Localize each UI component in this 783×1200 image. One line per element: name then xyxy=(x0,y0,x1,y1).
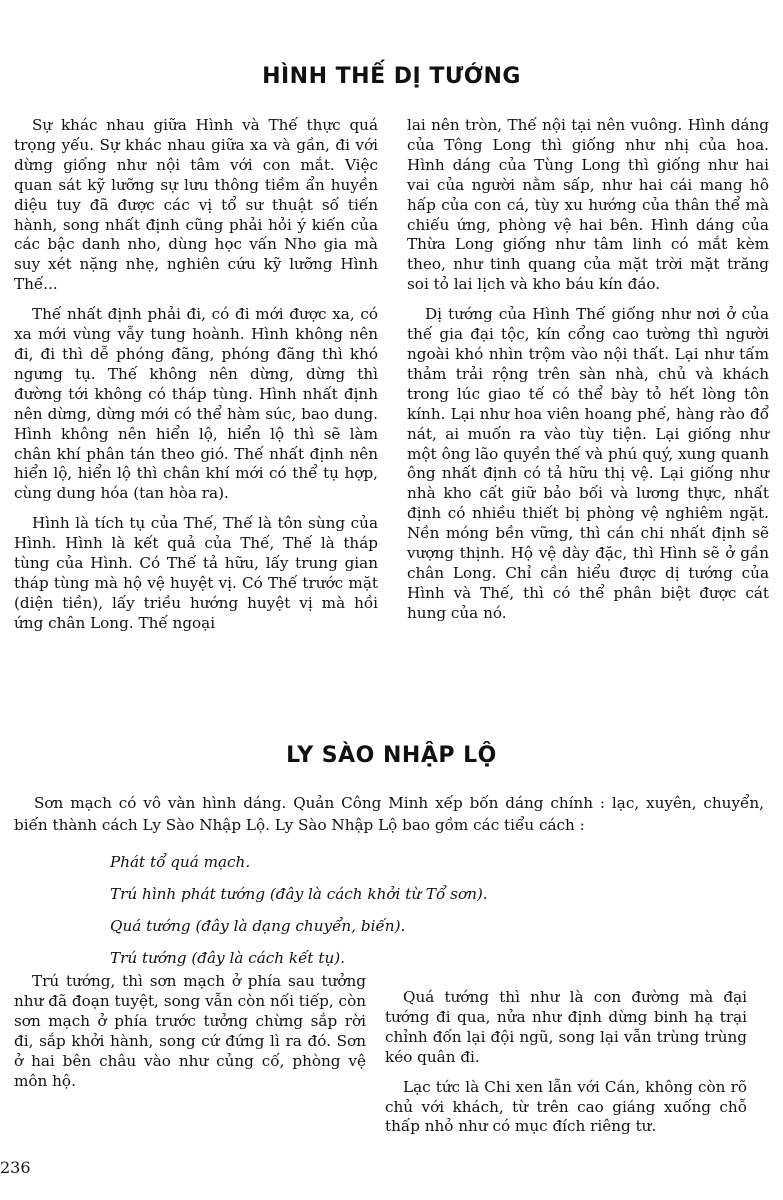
paragraph-continuation: lai nên tròn, Thế nội tại nên vuông. Hình dáng của Tông Long thì giống như nhị của hoa. Hình dáng của Tùng Long thì giống như hai vai của người nằm sấp, như hai cái mang hô hấp của con cá, tùy xu hướng của thân thể mà chiếu ứng, phòng vệ hai bên. Hình dáng của Thừa Long giống như tâm linh có mắt kèm theo, như tinh quang của mặt trời mặt trăng soi tỏ lai lịch và kho báu kín đáo. xyxy=(407,116,769,294)
paragraph: Trú tướng, thì sơn mạch ở phía sau tưởng như đã đoạn tuyệt, song vẫn còn nối tiếp, còn sơn mạch ở phía trước tưởng chừng sắp rời đi, sắp khởi hành, song cứ đứng lì ra đó. Sơn ở hai bên châu vào như củng cố, phòng vệ môn hộ. xyxy=(14,972,366,1090)
sub-case-item: Trú tướng (đây là cách kết tụ). xyxy=(110,949,345,967)
section2-left-column xyxy=(14,972,366,1101)
paragraph: Sự khác nhau giữa Hình và Thế thực quá trọng yếu. Sự khác nhau giữa xa và gần, đi với dừng giống như nội tâm với con mắt. Việc quan sát kỹ lưỡng sự lưu thông tiềm ẩn huyền diệu tuy đã được các vị tổ sư thuật số tiến hành, song nhất định cũng phải hỏi ý kiến của các bậc danh nho, dùng học vấn Nho gia mà suy xét nặng nhẹ, nghiên cứu kỹ lưỡng Hình Thế... xyxy=(14,116,378,294)
paragraph: Hình là tích tụ của Thế, Thế là tôn sùng của Hình. Hình là kết quả của Thế, Thế là tháp tùng của Hình. Có Thế tả hữu, lấy trung gian tháp tùng mà hộ vệ huyệt vị. Có Thế trước mặt (diện tiền), lấy triều hướng huyệt vị mà hồi ứng chân Long. Thế ngoại xyxy=(14,514,378,632)
section1-left-column xyxy=(14,116,378,644)
section-title-hinh-the-di-tuong: HÌNH THẾ DỊ TƯỚNG xyxy=(262,64,521,89)
sub-case-item: Phát tổ quá mạch. xyxy=(110,853,251,871)
section-title-ly-sao-nhap-lo: LY SÀO NHẬP LỘ xyxy=(286,743,497,768)
paragraph: Thế nhất định phải đi, có đi mới được xa, có xa mới vùng vẫy tung hoành. Hình không nên đi, đi thì dễ phóng đãng, phóng đãng thì khó ngưng tụ. Thế không nên dừng, dừng thì đường tới không có tháp tùng. Hình nhất định nên dừng, dừng mới có thể hàm súc, bao dung. Hình không nên hiển lộ, hiển lộ thì sẽ làm chân khí phân tán theo gió. Thế nhất định nên hiển lộ, hiển lộ thì chân khí mới có thể tụ hợp, cùng dung hóa (tan hòa ra). xyxy=(14,305,378,503)
paragraph: Quá tướng thì như là con đường mà đại tướng đi qua, nửa như định dừng binh hạ trại chỉnh đốn lại đội ngũ, song lại vẫn trùng trùng kéo quân đi. xyxy=(385,988,747,1066)
paragraph: Lạc tức là Chi xen lẫn với Cán, không còn rõ chủ với khách, từ trên cao giáng xuống chỗ thấp nhỏ như có mục đích riêng tư. xyxy=(385,1077,747,1136)
section1-right-column xyxy=(407,116,769,634)
sub-case-item: Trú hình phát tướng (đây là cách khởi từ Tổ sơn). xyxy=(110,885,488,903)
paragraph: Dị tướng của Hình Thế giống như nơi ở của thế gia đại tộc, kín cổng cao tường thì người ngoài khó nhìn trộm vào nội thất. Lại như tấm thảm trải rộng trên sàn nhà, chủ và khách trong lúc giao tế có thể bày tỏ hết lòng tôn kính. Lại như hoa viên hoang phế, hàng rào đổ nát, ai muốn ra vào tùy tiện. Lại giống như một ông lão quyền thế và phú quý, xung quanh ông nhất định có tả hữu thị vệ. Lại giống như nhà kho cất giữ bảo bối và lương thực, nhất định có nhiều thiết bị phòng vệ nghiêm ngặt. Nền móng bền vững, thì cán chi nhất định sẽ vượng thịnh. Hộ vệ dày đặc, thì Hình sẽ ở gần chân Long. Chỉ cần hiểu được dị tướng của Hình và Thế, thì có thể phân biệt được cát hung của nó. xyxy=(407,305,769,622)
sub-case-item: Quá tướng (đây là dạng chuyển, biến). xyxy=(110,917,406,935)
section2-intro: Sơn mạch có vô vàn hình dáng. Quản Công Minh xếp bốn dáng chính : lạc, xuyên, chuyển, biến thành cách Ly Sào Nhập Lộ. Ly Sào Nhập Lộ bao gồm các tiểu cách : xyxy=(14,794,764,834)
sub-case-list xyxy=(110,846,670,974)
section2-right-column xyxy=(385,988,747,1147)
page-number: 236 xyxy=(0,1158,31,1177)
